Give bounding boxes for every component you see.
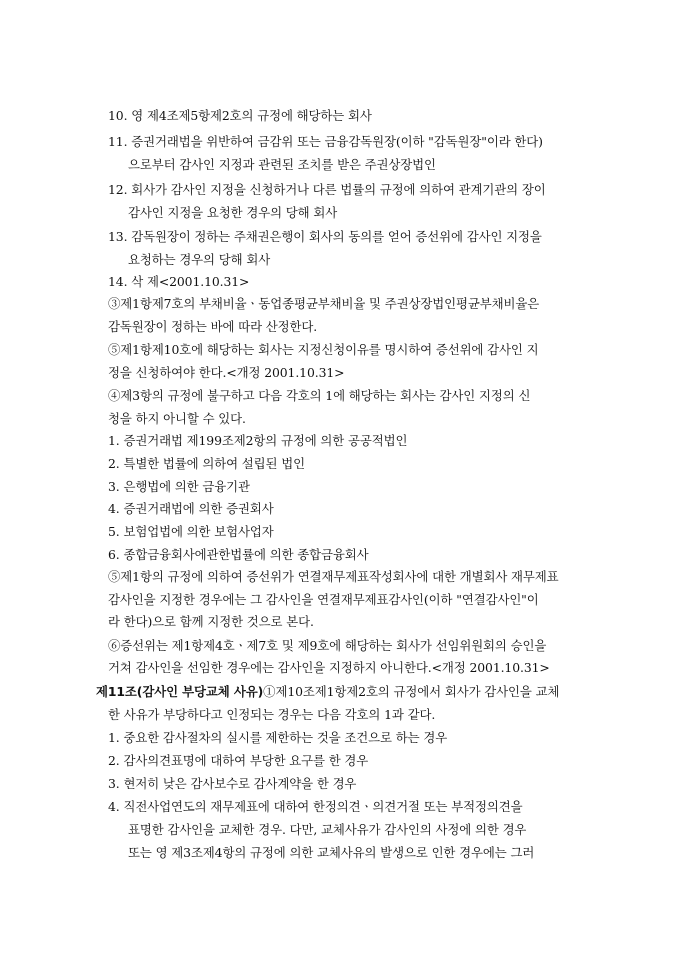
item-11-continued: 으로부터 감사인 지정과 관련된 조치를 받은 주권상장법인 xyxy=(128,157,436,172)
reason-4-line-2: 표명한 감사인을 교체한 경우. 다만, 교체사유가 감사인의 사정에 의한 경우 xyxy=(128,822,527,837)
exempt-item-5: 5. 보험업법에 의한 보험사업자 xyxy=(108,524,274,539)
paragraph-3: ③제1항제7호의 부채비율ㆍ동업종평균부채비율 및 주권상장법인평균부채비율은 xyxy=(108,296,540,311)
exempt-item-3: 3. 은행법에 의한 금융기관 xyxy=(108,479,250,494)
item-12: 12. 회사가 감사인 지정을 신청하거나 다른 법률의 규정에 의하여 관계기관의 장이 xyxy=(108,182,546,197)
paragraph-5a-continued: 정을 신청하여야 한다.<개정 2001.10.31> xyxy=(108,365,345,380)
item-12-continued: 감사인 지정을 요청한 경우의 당해 회사 xyxy=(128,205,338,220)
paragraph-5b-line-3: 라 한다)으로 함께 지정한 것으로 본다. xyxy=(108,614,314,629)
paragraph-6: ⑥증선위는 제1항제4호ㆍ제7호 및 제9호에 해당하는 회사가 선임위원회의 승인을 xyxy=(108,638,547,653)
item-11: 11. 증권거래법을 위반하여 금감위 또는 금융감독원장(이하 "감독원장"이라 한다) xyxy=(108,134,543,149)
article-11-text: ①제10조제1항제2호의 규정에서 회사가 감사인을 교체 xyxy=(263,684,560,699)
reason-1: 1. 중요한 감사절차의 실시를 제한하는 것을 조건으로 하는 경우 xyxy=(108,730,448,745)
paragraph-5b-line-2: 감사인을 지정한 경우에는 그 감사인을 연결재무제표감사인(이하 "연결감사인"이 xyxy=(108,592,539,607)
reason-4: 4. 직전사업연도의 재무제표에 대하여 한정의견ㆍ의견거절 또는 부적정의견을 xyxy=(108,799,523,814)
reason-4-line-3: 또는 영 제3조제4항의 규정에 의한 교체사유의 발생으로 인한 경우에는 그러 xyxy=(128,845,535,860)
item-14: 14. 삭 제<2001.10.31> xyxy=(108,274,250,289)
exempt-item-6: 6. 종합금융회사에관한법률에 의한 종합금융회사 xyxy=(108,547,369,562)
paragraph-6-continued: 거쳐 감사인을 선임한 경우에는 감사인을 지정하지 아니한다.<개정 2001.10.31> xyxy=(108,660,550,675)
reason-3: 3. 현저히 낮은 감사보수로 감사계약을 한 경우 xyxy=(108,776,357,791)
exempt-item-4: 4. 증권거래법에 의한 증권회사 xyxy=(108,501,274,516)
item-10: 10. 영 제4조제5항제2호의 규정에 해당하는 회사 xyxy=(108,108,372,123)
article-11-heading xyxy=(96,684,559,700)
paragraph-5a: ⑤제1항제10호에 해당하는 회사는 지정신청이유를 명시하여 증선위에 감사인 지 xyxy=(108,342,539,357)
item-13-continued: 요청하는 경우의 당해 회사 xyxy=(128,252,271,267)
paragraph-5b: ⑤제1항의 규정에 의하여 증선위가 연결재무제표작성회사에 대한 개별회사 재무제표 xyxy=(108,569,559,584)
article-11-title: 제11조(감사인 부당교체 사유) xyxy=(96,684,264,699)
paragraph-3-continued: 감독원장이 정하는 바에 따라 산정한다. xyxy=(108,319,318,334)
article-11-continued: 한 사유가 부당하다고 인정되는 경우는 다음 각호의 1과 같다. xyxy=(108,707,436,722)
exempt-item-2: 2. 특별한 법률에 의하여 설립된 법인 xyxy=(108,456,305,471)
exempt-item-1: 1. 증권거래법 제199조제2항의 규정에 의한 공공적법인 xyxy=(108,433,408,448)
paragraph-4-continued: 청을 하지 아니할 수 있다. xyxy=(108,411,246,426)
paragraph-4: ④제3항의 규정에 불구하고 다음 각호의 1에 해당하는 회사는 감사인 지정의 신 xyxy=(108,388,531,403)
item-13: 13. 감독원장이 정하는 주채권은행이 회사의 동의를 얻어 증선위에 감사인 지정을 xyxy=(108,229,542,244)
reason-2: 2. 감사의견표명에 대하여 부당한 요구를 한 경우 xyxy=(108,753,369,768)
